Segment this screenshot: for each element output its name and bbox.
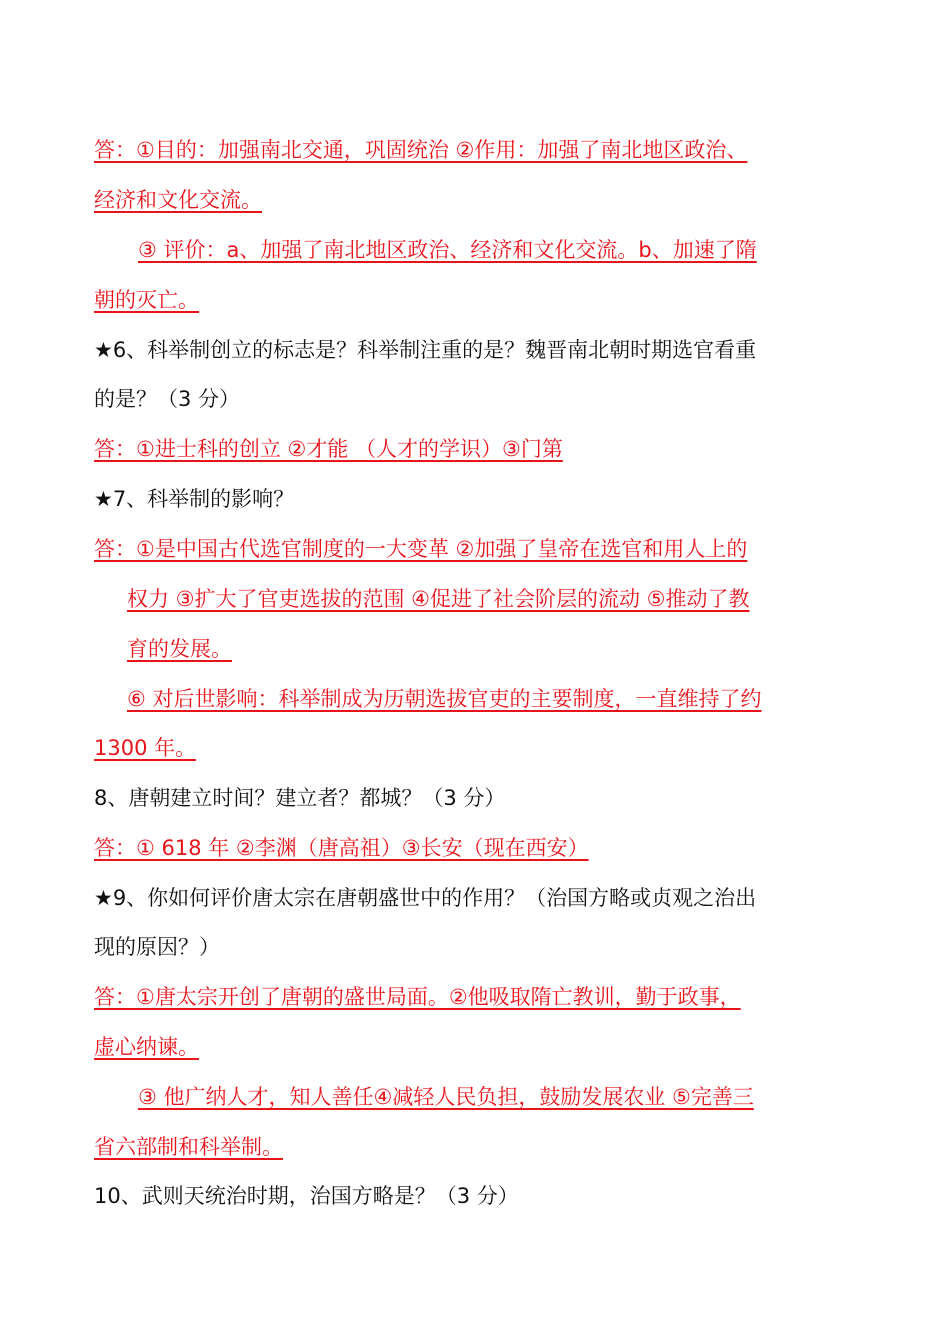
- answer-7-line-1: 答：①是中国古代选官制度的一大变革 ②加强了皇帝在选官和用人上的: [94, 537, 748, 561]
- answer-9-line-1: 答：①唐太宗开创了唐朝的盛世局面。②他吸取隋亡教训，勤于政事，: [94, 985, 741, 1009]
- question-8: 8、唐朝建立时间？建立者？都城？（3 分）: [94, 786, 506, 810]
- question-6-line-1: ★6、科举制创立的标志是？科举制注重的是？魏晋南北朝时期选官看重: [94, 338, 757, 362]
- answer-9-line-3: ③ 他广纳人才，知人善任④减轻人民负担，鼓励发展农业 ⑤完善三: [138, 1085, 754, 1109]
- answer-6: 答：①进士科的创立 ②才能 （人才的学识）③门第: [94, 437, 563, 461]
- answer-9-line-2: 虚心纳谏。: [94, 1035, 199, 1059]
- answer-5-line-3: ③ 评价：a、加强了南北地区政治、经济和文化交流。b、加速了隋: [138, 238, 757, 262]
- question-6-line-2: 的是？（3 分）: [94, 387, 241, 411]
- answer-7-line-4: ⑥ 对后世影响：科举制成为历朝选拔官吏的主要制度，一直维持了约: [127, 687, 762, 711]
- answer-9-line-4: 省六部制和科举制。: [94, 1135, 283, 1159]
- answer-5-line-4: 朝的灭亡。: [94, 288, 199, 312]
- answer-5-line-1: 答：①目的：加强南北交通，巩固统治 ②作用：加强了南北地区政治、: [94, 138, 748, 162]
- answer-7-line-2: 权力 ③扩大了官吏选拔的范围 ④促进了社会阶层的流动 ⑤推动了教: [127, 587, 750, 611]
- question-10: 10、武则天统治时期，治国方略是？（3 分）: [94, 1184, 519, 1208]
- answer-7-line-5: 1300 年。: [94, 736, 197, 760]
- question-9-line-1: ★9、你如何评价唐太宗在唐朝盛世中的作用？（治国方略或贞观之治出: [94, 886, 757, 910]
- question-9-line-2: 现的原因？）: [94, 935, 220, 959]
- answer-7-line-3: 育的发展。: [127, 637, 232, 661]
- question-7: ★7、科举制的影响？: [94, 487, 295, 511]
- answer-8: 答：① 618 年 ②李渊（唐高祖）③长安（现在西安）: [94, 836, 589, 860]
- answer-5-line-2: 经济和文化交流。: [94, 188, 262, 212]
